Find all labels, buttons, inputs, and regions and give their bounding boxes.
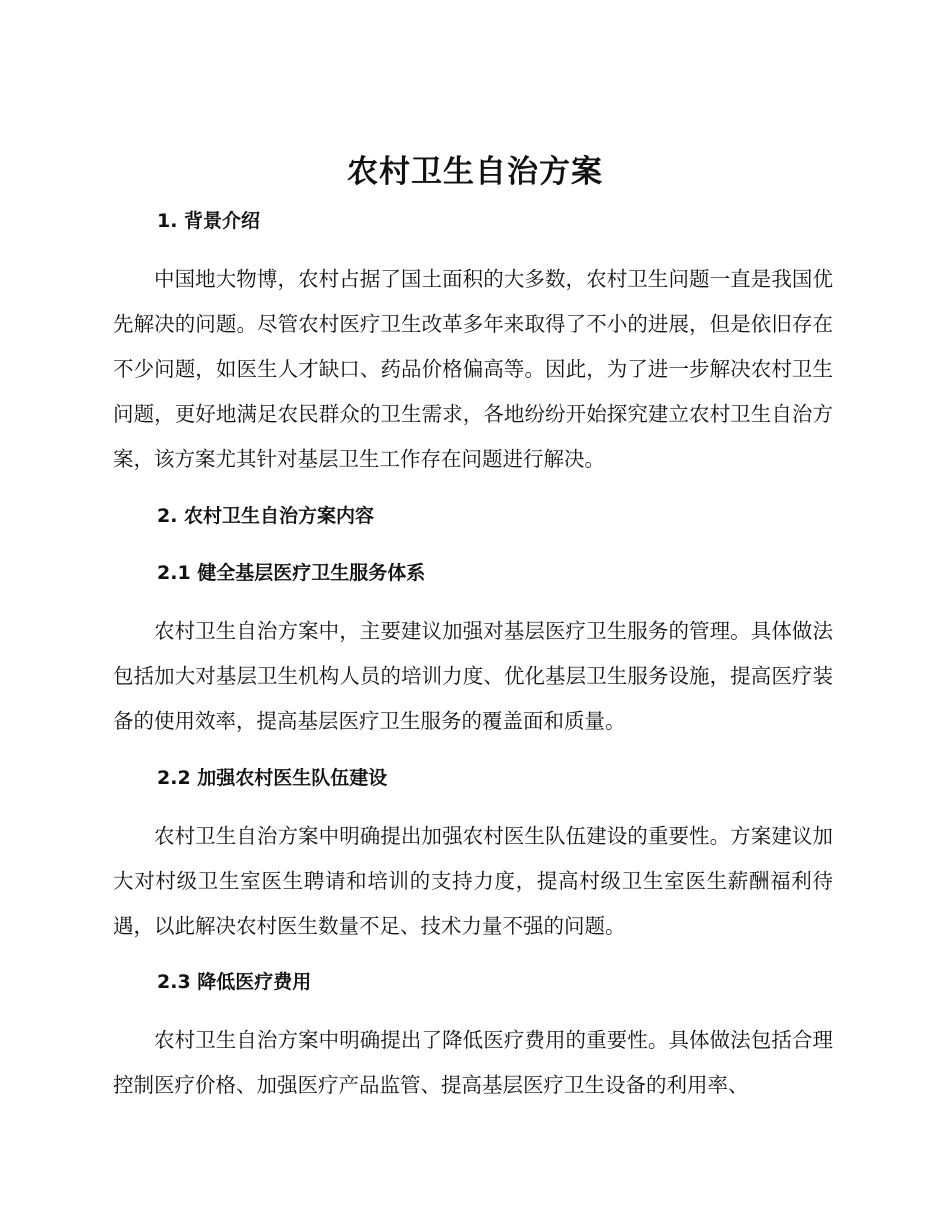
section-heading-background: 1. 背景介绍: [157, 210, 261, 232]
section-heading-2-2: 2.2 加强农村医生队伍建设: [157, 767, 388, 789]
paragraph-2-1: 农村卫生自治方案中，主要建议加强对基层医疗卫生服务的管理。具体做法包括加大对基层卫生机构人员的培训力度、优化基层卫生服务设施，提高医疗装备的使用效率，提高基层医疗卫生服务的覆盖面和质量。: [113, 619, 833, 733]
paragraph-2-3: 农村卫生自治方案中明确提出了降低医疗费用的重要性。具体做法包括合理控制医疗价格、加强医疗产品监管、提高基层医疗卫生设备的利用率、: [113, 1028, 833, 1097]
section-heading-2-1: 2.1 健全基层医疗卫生服务体系: [157, 562, 426, 584]
paragraph-2-2: 农村卫生自治方案中明确提出加强农村医生队伍建设的重要性。方案建议加大对村级卫生室医生聘请和培训的支持力度，提高村级卫生室医生薪酬福利待遇，以此解决农村医生数量不足、技术力量不强的问题。: [113, 824, 833, 938]
paragraph-background: 中国地大物博，农村占据了国土面积的大多数，农村卫生问题一直是我国优先解决的问题。尽管农村医疗卫生改革多年来取得了不小的进展，但是依旧存在不少问题，如医生人才缺口、药品价格偏高等。因此，为了进一步解决农村卫生问题，更好地满足农民群众的卫生需求，各地纷纷开始探究建立农村卫生自治方案，该方案尤其针对基层卫生工作存在问题进行解决。: [113, 267, 833, 471]
document-title: 农村卫生自治方案: [347, 154, 603, 190]
section-heading-content: 2. 农村卫生自治方案内容: [157, 505, 375, 527]
section-heading-2-3: 2.3 降低医疗费用: [157, 971, 312, 993]
